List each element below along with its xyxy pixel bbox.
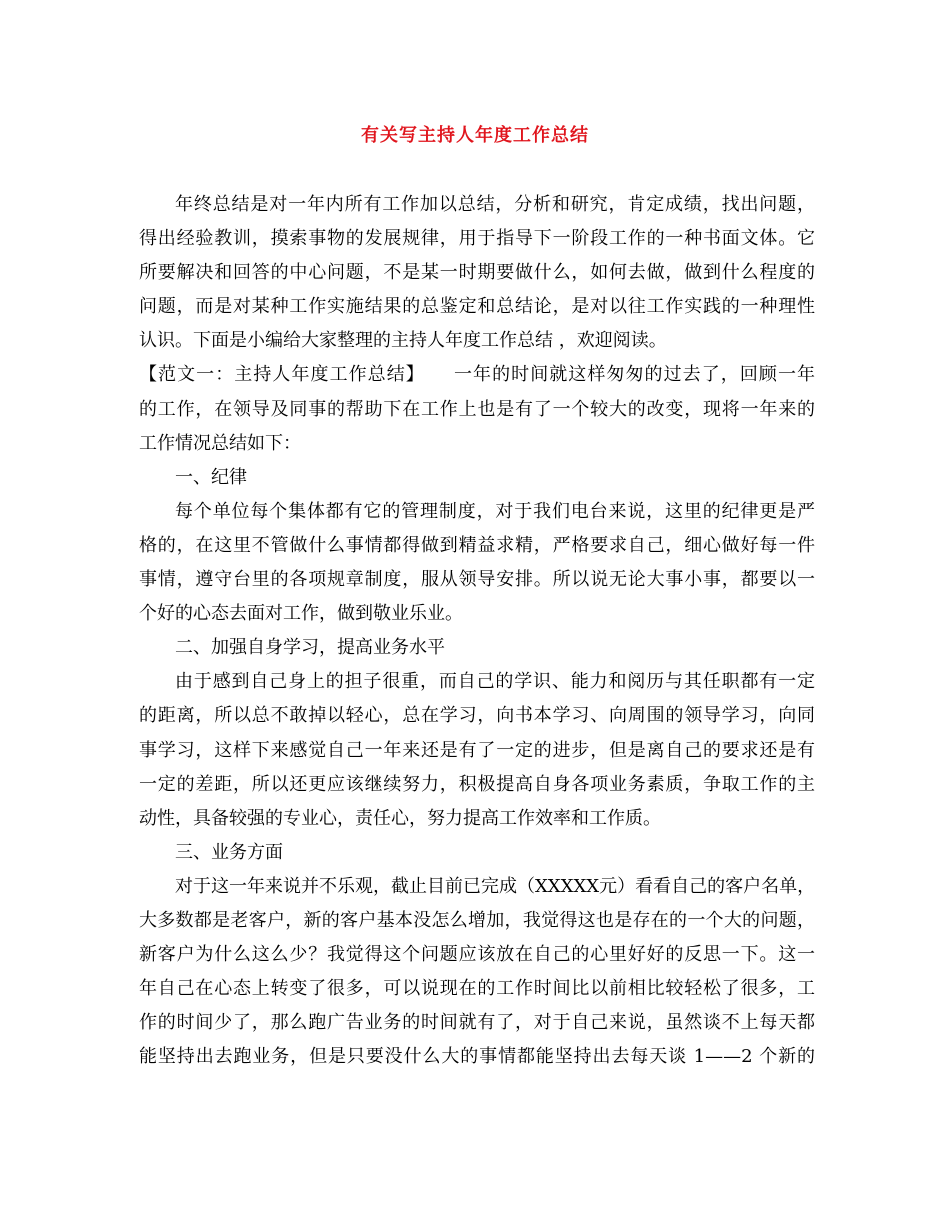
text-line: 事学习，这样下来感觉自己一年来还是有了一定的进步，但是离自己的要求还是有	[139, 739, 815, 761]
text-line: 工作情况总结如下：	[139, 432, 301, 454]
text-line: 大多数都是老客户，新的客户基本没怎么增加，我觉得这也是存在的一个大的问题，	[139, 909, 815, 931]
document-title: 有关写主持人年度工作总结	[361, 125, 589, 146]
text-line: 【范文一：主持人年度工作总结】 一年的时间就这样匆匆的过去了，回顾一年	[139, 364, 815, 386]
text-line: 由于感到自己身上的担子很重，而自己的学识、能力和阅历与其任职都有一定	[175, 671, 815, 693]
text-line: 事情，遵守台里的各项规章制度，服从领导安排。所以说无论大事小事，都要以一	[139, 569, 815, 591]
text-line: 对于这一年来说并不乐观，截止目前已完成（XXXXX元）看看自己的客户名单，	[175, 875, 815, 897]
text-line: 问题，而是对某种工作实施结果的总鉴定和总结论，是对以往工作实践的一种理性	[139, 296, 815, 318]
text-line: 动性，具备较强的专业心，责任心，努力提高工作效率和工作质。	[139, 807, 661, 829]
text-line: 个好的心态去面对工作，做到敬业乐业。	[139, 603, 463, 625]
text-line: 年终总结是对一年内所有工作加以总结，分析和研究，肯定成绩，找出问题，	[175, 194, 815, 215]
section-heading: 一、纪律	[175, 466, 247, 488]
text-line: 能坚持出去跑业务，但是只要没什么大的事情都能坚持出去每天谈 1——2 个新的	[139, 1046, 815, 1068]
text-line: 所要解决和回答的中心问题，不是某一时期要做什么，如何去做，做到什么程度的	[139, 262, 815, 284]
text-line: 新客户为什么这么少？我觉得这个问题应该放在自己的心里好好的反思一下。这一	[139, 944, 815, 966]
text-line: 的工作，在领导及同事的帮助下在工作上也是有了一个较大的改变，现将一年来的	[139, 398, 815, 420]
text-line: 的距离，所以总不敢掉以轻心，总在学习，向书本学习、向周围的领导学习，向同	[139, 705, 815, 727]
section-heading: 三、业务方面	[175, 841, 283, 863]
text-line: 作的时间少了，那么跑广告业务的时间就有了，对于自己来说，虽然谈不上每天都	[139, 1012, 815, 1034]
text-line: 得出经验教训，摸索事物的发展规律，用于指导下一阶段工作的一种书面文体。它	[139, 228, 815, 250]
text-line: 格的，在这里不管做什么事情都得做到精益求精，严格要求自己，细心做好每一件	[139, 534, 815, 556]
text-line: 每个单位每个集体都有它的管理制度，对于我们电台来说，这里的纪律更是严	[175, 500, 815, 522]
text-line: 认识。下面是小编给大家整理的主持人年度工作总结 ，欢迎阅读。	[139, 330, 667, 352]
document-body	[139, 188, 815, 1074]
text-line: 一定的差距，所以还更应该继续努力，积极提高自身各项业务素质，争取工作的主	[139, 773, 815, 795]
text-line: 年自己在心态上转变了很多，可以说现在的工作时间比以前相比较轻松了很多，工	[139, 978, 815, 1000]
section-heading: 二、加强自身学习，提高业务水平	[175, 637, 445, 659]
